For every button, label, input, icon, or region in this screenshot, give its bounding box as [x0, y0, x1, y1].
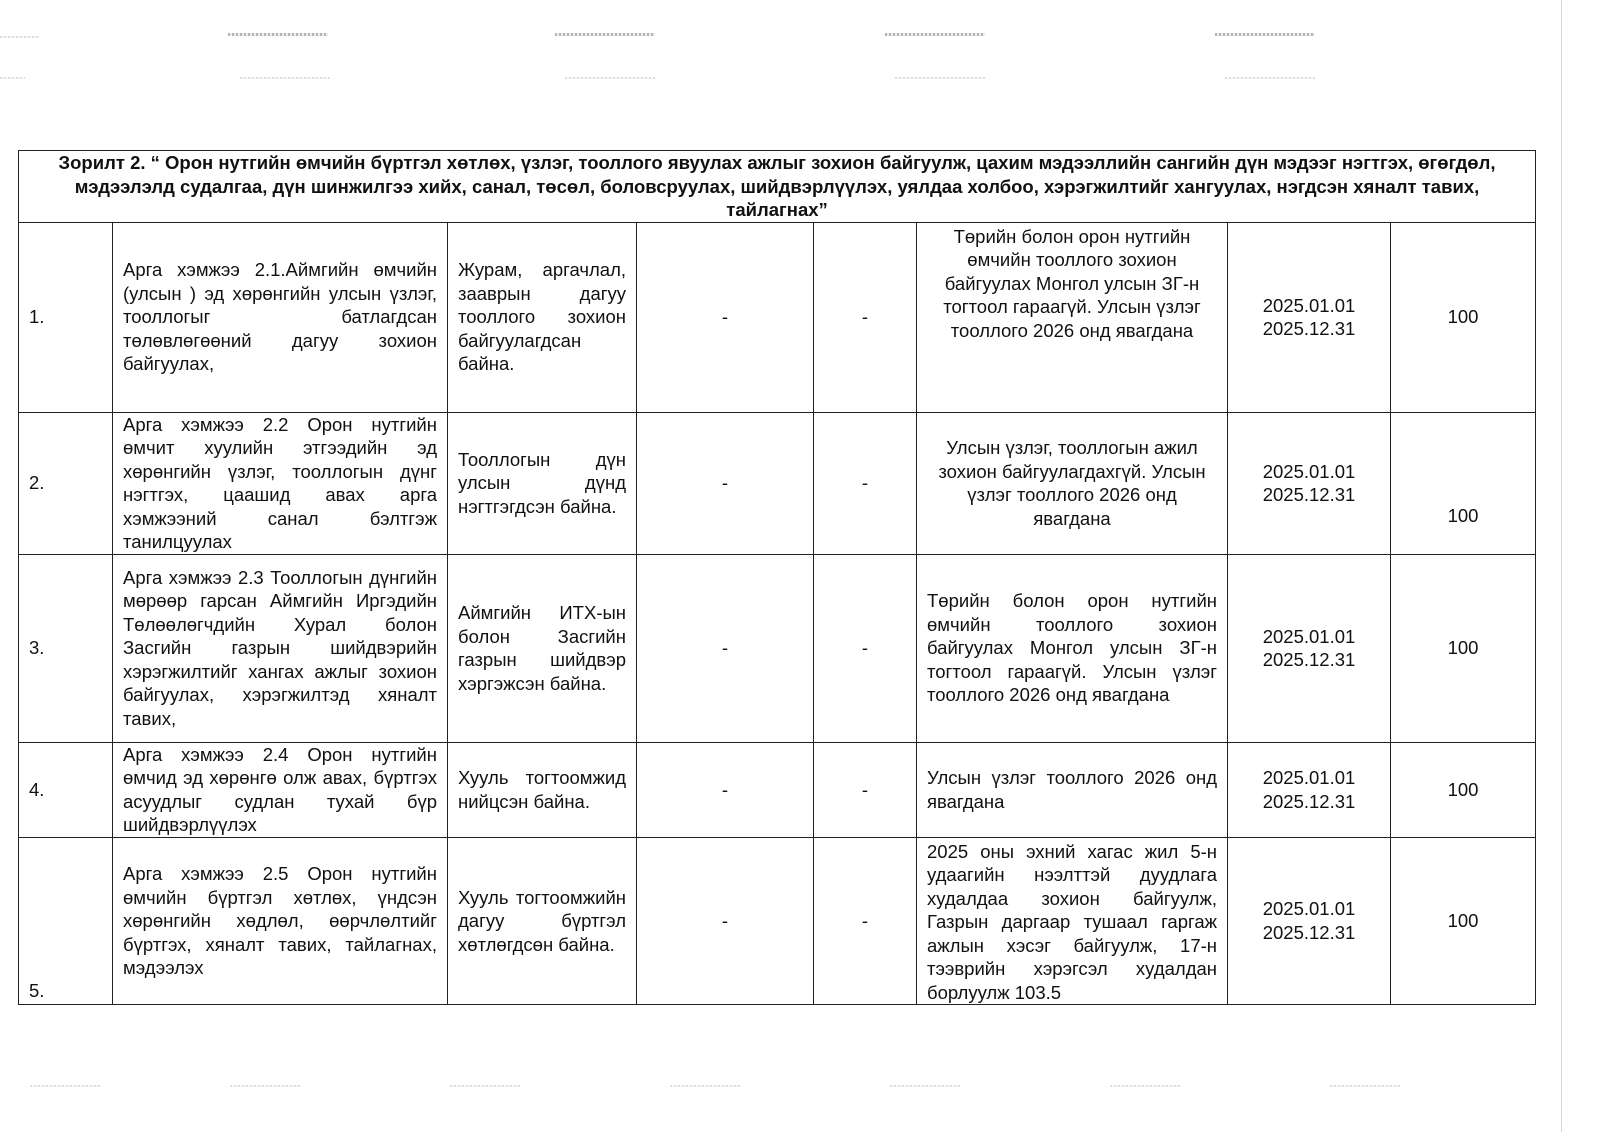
expected-outcome: Хууль тогтоомжийн дагуу бүртгэл хөтлөгдсөн байна. [448, 837, 637, 1005]
action-plan-table [18, 150, 1536, 1005]
action-description: Арга хэмжээ 2.4 Орон нутгийн өмчид эд хөрөнгө олж авах, бүртгэх асуудлыг судлан тухай бүр шийдвэрлүүлэх [113, 742, 448, 837]
scan-artifact [555, 33, 655, 36]
date-range [1228, 412, 1391, 554]
table-row [19, 742, 1536, 837]
date-range [1228, 742, 1391, 837]
expected-outcome: Хууль тогтоомжид нийцсэн байна. [448, 742, 637, 837]
action-description: Арга хэмжээ 2.3 Тооллогын дүнгийн мөрөөр гарсан Аймгийн Иргэдийн Төлөөлөгчдийн Хурал болон Засгийн газрын шийдвэрийн хэрэгжилтийг хангах ажлыг зохион байгуулах, хэрэгжилтэд хяналт тавих, [113, 554, 448, 742]
scan-artifact [1215, 33, 1315, 36]
column-4-value: - [637, 742, 814, 837]
table-row [19, 837, 1536, 1005]
expected-outcome: Тооллогын дүн улсын дүнд нэгтгэгдсэн байна. [448, 412, 637, 554]
goal-header-row [19, 151, 1536, 223]
date-range [1228, 554, 1391, 742]
column-4-value: - [637, 222, 814, 412]
row-number: 5. [19, 837, 113, 1005]
date-range [1228, 222, 1391, 412]
action-description: Арга хэмжээ 2.1.Аймгийн өмчийн (улсын ) эд хөрөнгийн улсын үзлэг, тооллогыг батлагдсан төлөвлөгөөний дагуу зохион байгуулах, [113, 222, 448, 412]
implementation-status: Төрийн болон орон нутгийн өмчийн тооллого зохион байгуулах Монгол улсын ЗГ-н тогтоол гараагүй. Улсын үзлэг тооллого 2026 онд явагдана [917, 554, 1228, 742]
implementation-status: Улсын үзлэг тооллого 2026 онд явагдана [917, 742, 1228, 837]
row-number: 3. [19, 554, 113, 742]
column-5-value: - [814, 222, 917, 412]
table-row [19, 554, 1536, 742]
completion-percent: 100 [1391, 222, 1536, 412]
goal-header: Зорилт 2. “ Орон нутгийн өмчийн бүртгэл хөтлөх, үзлэг, тооллого явуулах ажлыг зохион байгуулж, цахим мэдээллийн сангийн дүн мэдээг нэгтгэх, өгөгдөл, мэдээлэлд судалгаа, дүн шинжилгээ хийх, санал, төсөл, боловсруулах, шийдвэрлүүлэх, уялдаа холбоо, хэрэгжилтийг хангуулах, нэгдсэн хяналт тавих, тайлагнах” [19, 151, 1536, 223]
table-row [19, 222, 1536, 412]
scan-artifact [895, 77, 985, 79]
page-edge [1561, 0, 1562, 1132]
completion-percent: 100 [1391, 742, 1536, 837]
scan-artifact [670, 1085, 740, 1087]
scan-artifact [30, 1085, 100, 1087]
column-5-value: - [814, 837, 917, 1005]
scan-artifact [228, 33, 328, 36]
completion-percent: 100 [1391, 412, 1536, 554]
date-start: 2025.01.01 [1262, 898, 1356, 920]
expected-outcome: Журам, аргачлал, зааврын дагуу тооллого зохион байгуулагдсан байна. [448, 222, 637, 412]
implementation-status: 2025 оны эхний хагас жил 5-н удаагийн нээлттэй дуудлага худалдаа зохион байгуулж, Газрын даргаар тушаал гаргаж ажлын хэсэг байгуулж, 17-н тээврийн хэрэгсэл худалдан борлуулж 103.5 [917, 837, 1228, 1005]
scan-artifact [240, 77, 330, 79]
scan-artifact [0, 77, 25, 79]
date-end: 2025.12.31 [1262, 318, 1356, 339]
action-description: Арга хэмжээ 2.5 Орон нутгийн өмчийн бүртгэл хөтлөх, үндсэн хөрөнгийн хөдлөл, өөрчлөлтийг бүртгэх, хяналт тавих, тайлагнах, мэдээлэх [113, 837, 448, 1005]
column-5-value: - [814, 412, 917, 554]
date-start: 2025.01.01 [1262, 460, 1356, 482]
column-4-value: - [637, 412, 814, 554]
row-number: 2. [19, 412, 113, 554]
date-start: 2025.01.01 [1262, 294, 1356, 316]
implementation-status: Улсын үзлэг, тооллогын ажил зохион байгуулагдахгүй. Улсын үзлэг тооллого 2026 онд явагдана [917, 412, 1228, 554]
scan-artifact [890, 1085, 960, 1087]
column-4-value: - [637, 837, 814, 1005]
completion-percent: 100 [1391, 837, 1536, 1005]
scan-artifact [565, 77, 655, 79]
date-start: 2025.01.01 [1262, 625, 1356, 647]
completion-percent: 100 [1391, 554, 1536, 742]
implementation-status: Төрийн болон орон нутгийн өмчийн тооллого зохион байгуулах Монгол улсын ЗГ-н тогтоол гараагүй. Улсын үзлэг тооллого 2026 онд явагдана [917, 222, 1228, 412]
row-number: 1. [19, 222, 113, 412]
scan-artifact [450, 1085, 520, 1087]
scan-artifact [1225, 77, 1315, 79]
column-5-value: - [814, 554, 917, 742]
scan-artifact [1110, 1085, 1180, 1087]
date-end: 2025.12.31 [1262, 649, 1356, 670]
scan-artifact [230, 1085, 300, 1087]
date-start: 2025.01.01 [1262, 767, 1356, 788]
expected-outcome: Аймгийн ИТХ-ын болон Засгийн газрын шийдвэр хэргэжсэн байна. [448, 554, 637, 742]
date-end: 2025.12.31 [1262, 790, 1356, 812]
date-end: 2025.12.31 [1262, 921, 1356, 943]
row-number: 4. [19, 742, 113, 837]
table-row [19, 412, 1536, 554]
column-4-value: - [637, 554, 814, 742]
date-end: 2025.12.31 [1262, 484, 1356, 505]
date-range [1228, 837, 1391, 1005]
scan-artifact [1330, 1085, 1400, 1087]
scan-artifact [0, 36, 40, 38]
scan-artifact [885, 33, 985, 36]
column-5-value: - [814, 742, 917, 837]
action-description: Арга хэмжээ 2.2 Орон нутгийн өмчит хуулийн этгээдийн эд хөрөнгийн үзлэг, тооллогын дүнг нэгтгэх, цаашид авах арга хэмжээний санал бэлтгэж танилцуулах [113, 412, 448, 554]
